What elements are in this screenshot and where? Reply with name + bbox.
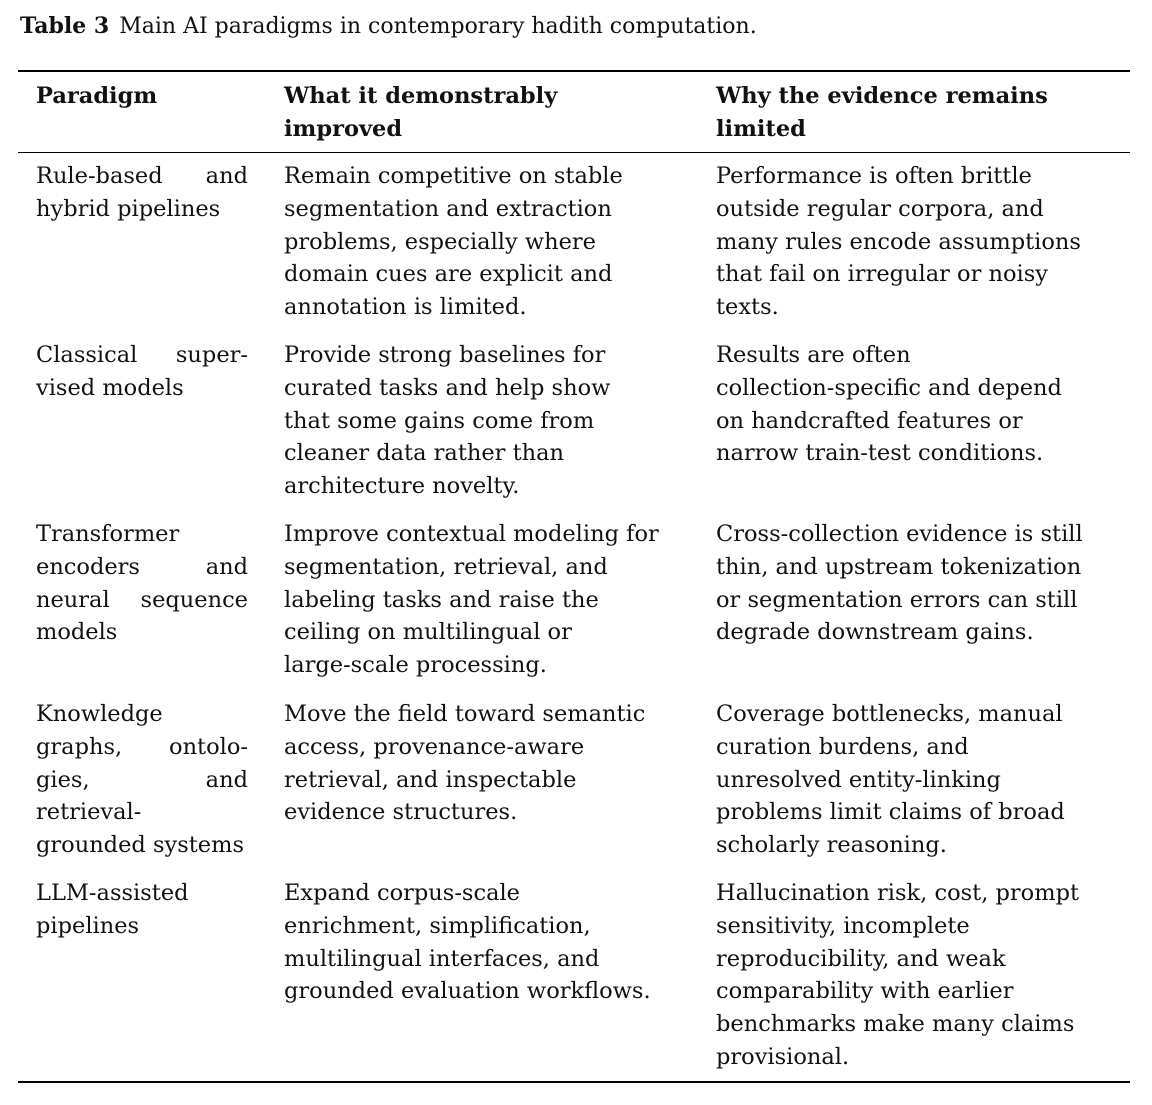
cell-line: grounded evaluation workflows.: [284, 978, 651, 1005]
table-row-2-limited: [716, 339, 1116, 470]
cell-line: Move the field toward semantic: [284, 701, 646, 727]
cell-line: retrieval, and inspectable: [284, 766, 577, 793]
cell-line: annotation is limited.: [284, 294, 527, 321]
cell-line: reproducibility, and weak: [716, 945, 1006, 972]
table-row-4-improved: [284, 698, 684, 829]
cell-line: that some gains come from: [284, 407, 595, 434]
table-row-1-limited: [716, 160, 1116, 324]
table-row-3-improved: [284, 518, 684, 682]
cell-line: enrichment, simplification,: [284, 912, 591, 939]
cell-line: vised models: [36, 374, 184, 401]
cell-line: retrieval-: [36, 799, 142, 826]
cell-line: domain cues are explicit and: [284, 261, 613, 288]
cell-line: problems, especially where: [284, 228, 596, 255]
cell-line: Improve contextual modeling for: [284, 521, 659, 547]
cell-line: scholarly reasoning.: [716, 832, 947, 859]
cell-line: Classical super-: [36, 342, 248, 368]
header-line: Why the evidence remains: [716, 83, 1048, 109]
header-limited: [716, 80, 1116, 146]
cell-line: models: [36, 619, 118, 646]
cell-line: architecture novelty.: [284, 473, 520, 500]
table-header-rule: [18, 152, 1130, 153]
cell-line: cleaner data rather than: [284, 440, 565, 467]
cell-line: thin, and upstream tokenization: [716, 553, 1082, 580]
cell-line: collection-specific and depend: [716, 374, 1062, 401]
table-top-rule: [18, 70, 1130, 72]
cell-line: curated tasks and help show: [284, 374, 611, 401]
table-row-1-improved: [284, 160, 684, 324]
cell-line: Rule-based and: [36, 163, 248, 189]
cell-line: that fail on irregular or noisy: [716, 261, 1048, 288]
cell-line: LLM-assisted: [36, 880, 189, 906]
header-line: Paradigm: [36, 83, 158, 109]
cell-line: unresolved entity-linking: [716, 766, 1001, 793]
cell-line: Performance is often brittle: [716, 163, 1032, 189]
cell-line: comparability with earlier: [716, 978, 1014, 1005]
header-line: improved: [284, 115, 403, 142]
cell-line: labeling tasks and raise the: [284, 586, 599, 613]
cell-line: grounded systems: [36, 832, 245, 859]
cell-line: Provide strong baselines for: [284, 342, 606, 368]
cell-line: curation burdens, and: [716, 733, 969, 760]
table-bottom-rule: [18, 1081, 1130, 1083]
cell-line: on handcrafted features or: [716, 407, 1023, 434]
cell-line: texts.: [716, 294, 779, 321]
table-row-4-limited: [716, 698, 1116, 862]
cell-line: many rules encode assumptions: [716, 228, 1081, 255]
header-paradigm: [36, 80, 248, 113]
cell-line: Results are often: [716, 342, 911, 368]
cell-line: problems limit claims of broad: [716, 799, 1065, 826]
cell-line: pipelines: [36, 912, 140, 939]
cell-line: narrow train-test conditions.: [716, 440, 1044, 467]
cell-line: neural sequence: [36, 586, 248, 613]
cell-line: access, provenance-aware: [284, 733, 585, 760]
table-row-3-paradigm: [36, 518, 248, 649]
cell-line: evidence structures.: [284, 799, 518, 826]
cell-line: Coverage bottlenecks, manual: [716, 701, 1063, 727]
table-row-1-paradigm: [36, 160, 248, 226]
cell-line: Remain competitive on stable: [284, 163, 623, 189]
table-row-5-limited: [716, 877, 1116, 1074]
table-caption-text: Main AI paradigms in contemporary hadith computation.: [119, 14, 757, 39]
cell-line: gies, and: [36, 766, 248, 793]
table-row-5-improved: [284, 877, 684, 1008]
cell-line: ceiling on multilingual or: [284, 619, 572, 646]
cell-line: or segmentation errors can still: [716, 586, 1078, 613]
table-row-2-paradigm: [36, 339, 248, 405]
header-line: What it demonstrably: [284, 83, 558, 109]
cell-line: hybrid pipelines: [36, 195, 221, 222]
header-improved: [284, 80, 684, 146]
header-line: limited: [716, 115, 806, 142]
cell-line: encoders and: [36, 553, 248, 580]
cell-line: Hallucination risk, cost, prompt: [716, 880, 1080, 906]
cell-line: segmentation and extraction: [284, 195, 612, 222]
table-row-2-improved: [284, 339, 684, 503]
cell-line: benchmarks make many claims: [716, 1011, 1075, 1038]
table-row-5-paradigm: [36, 877, 248, 943]
table-row-4-paradigm: [36, 698, 248, 862]
table-caption: [20, 12, 757, 41]
cell-line: large-scale processing.: [284, 652, 547, 679]
table-caption-label: Table 3: [20, 13, 110, 39]
cell-line: sensitivity, incomplete: [716, 912, 970, 939]
cell-line: multilingual interfaces, and: [284, 945, 600, 972]
cell-line: graphs, ontolo-: [36, 733, 248, 760]
cell-line: provisional.: [716, 1043, 850, 1070]
table-row-3-limited: [716, 518, 1116, 649]
cell-line: Expand corpus-scale: [284, 880, 520, 906]
cell-line: Transformer: [36, 521, 180, 547]
cell-line: degrade downstream gains.: [716, 619, 1034, 646]
cell-line: Knowledge: [36, 701, 163, 727]
cell-line: Cross-collection evidence is still: [716, 521, 1083, 547]
cell-line: outside regular corpora, and: [716, 195, 1044, 222]
cell-line: segmentation, retrieval, and: [284, 553, 608, 580]
